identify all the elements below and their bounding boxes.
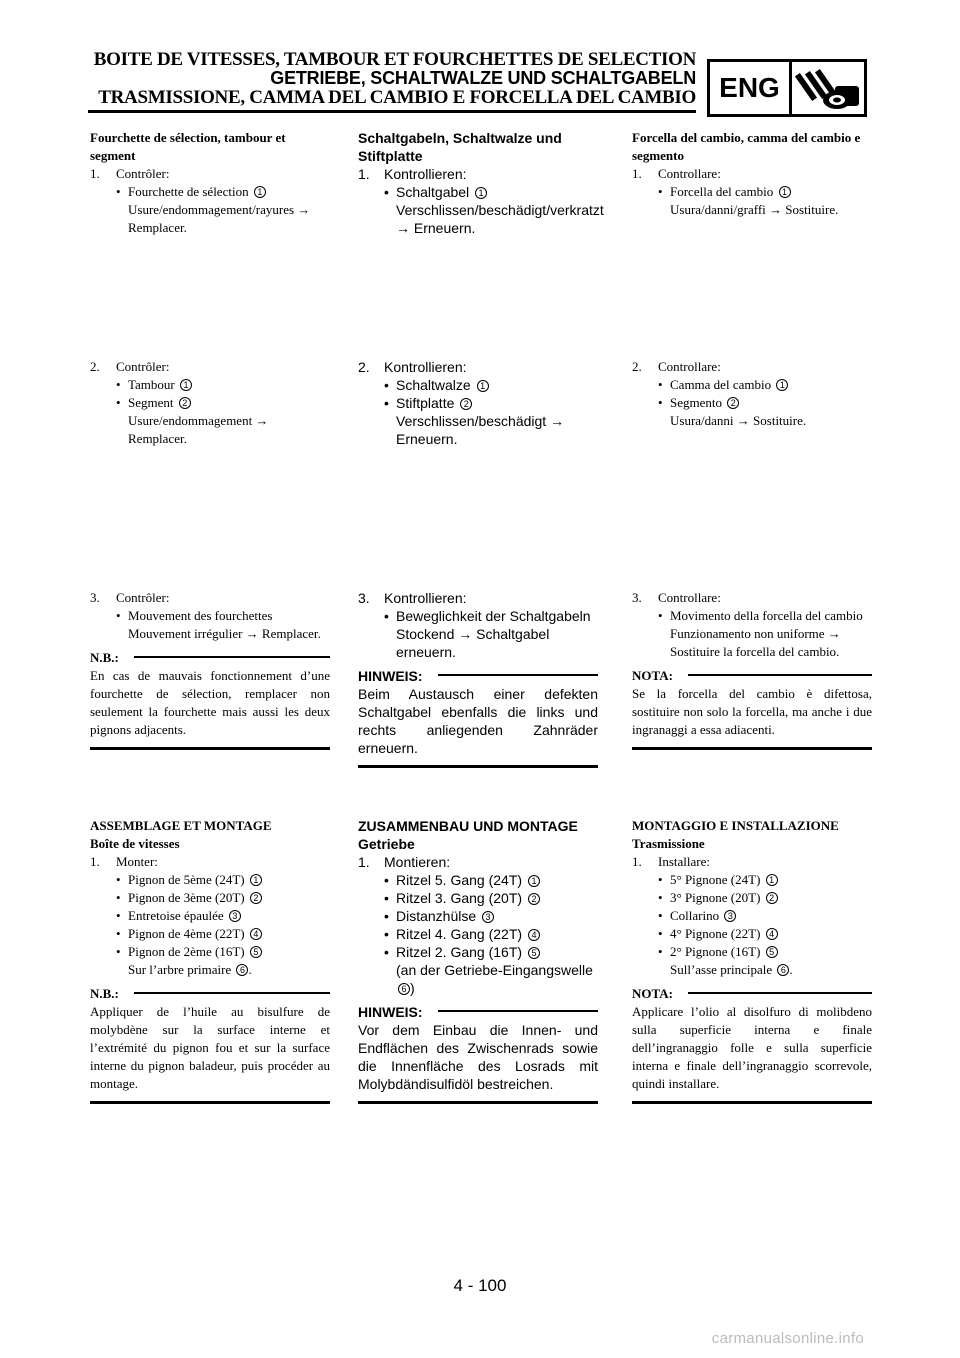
step-label: Monter: xyxy=(116,854,158,869)
list-item: • Ritzel 4. Gang (22T) 4 xyxy=(358,925,598,943)
item-detail: Verschlissen/beschädigt → Erneuern. xyxy=(396,413,565,447)
section-title: Fourchette de sélection, tambour et segment xyxy=(90,130,286,163)
list-item: • Forcella del cambio 1 xyxy=(632,183,872,201)
page-header xyxy=(88,50,696,107)
list-item: • Beweglichkeit der Schaltgabeln xyxy=(358,607,598,625)
note-label: HINWEIS: xyxy=(358,1004,429,1020)
note-box xyxy=(632,985,872,1104)
note-text: Vor dem Einbau die Innen- und Endflächen des Zwischenrads sowie die Innenfläche des Losrads mit Molybdändisulfidöl bestreichen. xyxy=(358,1022,598,1092)
note-label: N.B.: xyxy=(90,650,125,665)
note-box xyxy=(358,1003,598,1104)
list-item: • Camma del cambio 1 xyxy=(632,376,872,394)
list-item: • Ritzel 5. Gang (24T) 1 xyxy=(358,871,598,889)
list-item: • Distanzhülse 3 xyxy=(358,907,598,925)
note-label: N.B.: xyxy=(90,986,125,1001)
note-label: NOTA: xyxy=(632,668,679,683)
item-detail: Sur l’arbre primaire 6 . xyxy=(128,962,252,977)
step-label: Controllare: xyxy=(658,359,721,374)
section-title: ASSEMBLAGE ET MONTAGE xyxy=(90,818,272,833)
list-item: • Movimento della forcella del cambio xyxy=(632,607,872,625)
list-item: • 4° Pignone (22T) 4 xyxy=(632,925,872,943)
note-box xyxy=(90,649,330,750)
item-detail: Funzionamento non uniforme → Sostituire la forcella del cambio. xyxy=(670,626,841,659)
transmission-gear-icon xyxy=(795,64,865,112)
list-item: • Ritzel 2. Gang (16T) 5 xyxy=(358,943,598,961)
section-subtitle: Getriebe xyxy=(358,836,415,852)
item-detail: Usure/endommagement → Remplacer. xyxy=(128,413,269,446)
list-item: • Entretoise épaulée 3 xyxy=(90,907,330,925)
list-item: • 5° Pignone (24T) 1 xyxy=(632,871,872,889)
list-item: • Pignon de 3ème (20T) 2 xyxy=(90,889,330,907)
step-label: Montieren: xyxy=(384,854,451,870)
note-text: Appliquer de l’huile au bisulfure de molybdène sur la surface interne et l’extrémité du pignon fou et sur la surface interne du pignon baladeur, puis procéder au montage. xyxy=(90,1004,330,1091)
badge-label: ENG xyxy=(710,62,792,114)
note-text: Applicare l’olio al disolfuro di molibdeno sulla superficie interna e finale dell’ingranaggio folle e sulla superficie interna e finale dell’ingranaggio scorrevole, quindi installare. xyxy=(632,1004,872,1091)
step-label: Controllare: xyxy=(658,166,721,181)
list-item: • Pignon de 5ème (24T) 1 xyxy=(90,871,330,889)
note-label: NOTA: xyxy=(632,986,679,1001)
list-item: • Schaltgabel 1 xyxy=(358,183,598,201)
item-detail: Usura/danni → Sostituire. xyxy=(670,413,807,428)
item-detail: Mouvement irrégulier → Remplacer. xyxy=(128,626,321,641)
list-item: • Schaltwalze 1 xyxy=(358,376,598,394)
list-item: • Stiftplatte 2 xyxy=(358,394,598,412)
note-box xyxy=(358,667,598,768)
list-item: • Fourchette de sélection 1 xyxy=(90,183,330,201)
note-label: HINWEIS: xyxy=(358,668,429,684)
section-title: Forcella del cambio, camma del cambio e segmento xyxy=(632,130,861,163)
step-label: Contrôler: xyxy=(116,590,170,605)
step-label: Contrôler: xyxy=(116,166,170,181)
step-label: Contrôler: xyxy=(116,359,170,374)
note-box xyxy=(90,985,330,1104)
item-detail: Stockend → Schaltgabel erneuern. xyxy=(396,626,550,660)
list-item: • Tambour 1 xyxy=(90,376,330,394)
note-text: Se la forcella del cambio è difettosa, sostituire non solo la forcella, ma anche i due ingranaggi a essa adiacenti. xyxy=(632,686,872,737)
section-subtitle: Trasmissione xyxy=(632,836,705,851)
step-label: Installare: xyxy=(658,854,710,869)
item-detail: Usure/endommagement/rayures → Remplacer. xyxy=(128,202,311,235)
list-item: • Ritzel 3. Gang (20T) 2 xyxy=(358,889,598,907)
step-label: Kontrollieren: xyxy=(384,590,467,606)
header-title-fr: BOITE DE VITESSES, TAMBOUR ET FOURCHETTES DE SELECTION xyxy=(93,49,696,70)
section-subtitle: Boîte de vitesses xyxy=(90,836,180,851)
note-text: Beim Austausch einer defekten Schaltgabel ebenfalls die links und rechts anliegenden Zahnräder erneuern. xyxy=(358,686,598,756)
section-title: Schaltgabeln, Schaltwalze und Stiftplatte xyxy=(358,130,562,164)
section-badge xyxy=(707,59,867,117)
list-item: • Segment 2 xyxy=(90,394,330,412)
list-item: • Mouvement des fourchettes xyxy=(90,607,330,625)
header-title-de: GETRIEBE, SCHALTWALZE UND SCHALTGABELN xyxy=(270,68,696,88)
item-detail: Usura/danni/graffi → Sostituire. xyxy=(670,202,839,217)
note-text: En cas de mauvais fonctionnement d’une fourchette de sélection, remplacer non seulement la fourchette mais aussi les deux pignons adjacents. xyxy=(90,668,330,737)
watermark: carmanualsonline.info xyxy=(711,1330,864,1347)
step-label: Controllare: xyxy=(658,590,721,605)
section-title: ZUSAMMENBAU UND MONTAGE xyxy=(358,818,578,834)
step-label: Kontrollieren: xyxy=(384,359,467,375)
list-item: • Pignon de 4ème (22T) 4 xyxy=(90,925,330,943)
section-title: MONTAGGIO E INSTALLAZIONE xyxy=(632,818,839,833)
list-item: • Segmento 2 xyxy=(632,394,872,412)
list-item: • Pignon de 2ème (16T) 5 xyxy=(90,943,330,961)
step-label: Kontrollieren: xyxy=(384,166,467,182)
list-item: • 3° Pignone (20T) 2 xyxy=(632,889,872,907)
item-detail: Sull’asse principale 6 . xyxy=(670,962,793,977)
list-item: • 2° Pignone (16T) 5 xyxy=(632,943,872,961)
page-number: 4 - 100 xyxy=(453,1276,507,1295)
header-rule xyxy=(88,110,696,113)
item-detail: Verschlissen/beschädigt/verkratzt → Erneuern. xyxy=(396,202,604,236)
header-title-it: TRASMISSIONE, CAMMA DEL CAMBIO E FORCELLA DEL CAMBIO xyxy=(98,87,696,108)
list-item: • Collarino 3 xyxy=(632,907,872,925)
item-detail: (an der Getriebe-Eingangswelle 6 ) xyxy=(396,962,593,996)
note-box xyxy=(632,667,872,750)
